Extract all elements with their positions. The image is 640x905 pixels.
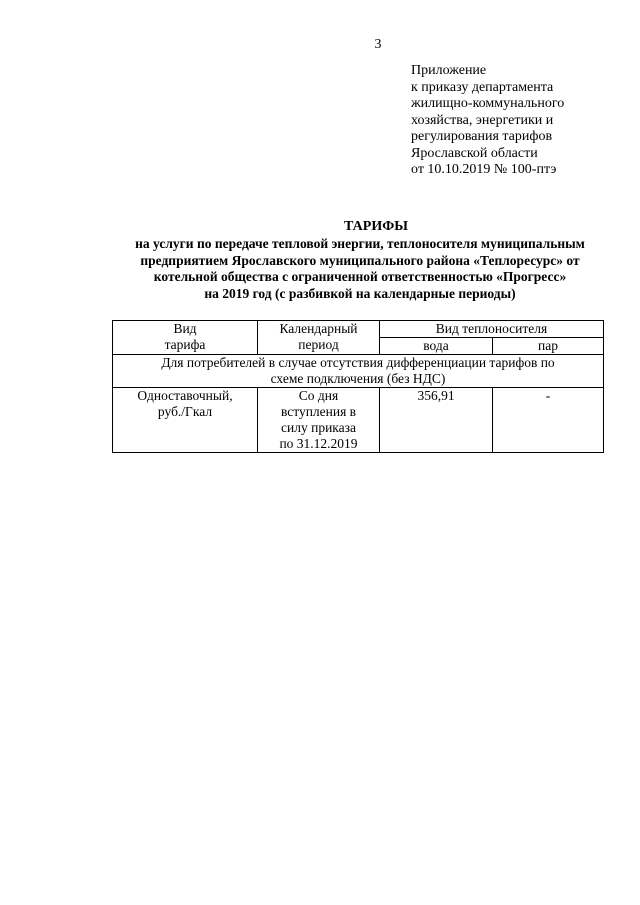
header-steam: пар: [493, 338, 604, 355]
page-number: 3: [374, 37, 382, 52]
appendix-line: к приказу департамента: [411, 79, 554, 95]
header-tariff-type: Вид тарифа: [113, 321, 258, 355]
cell-water-value: 356,91: [380, 388, 493, 453]
header-carrier: Вид теплоносителя: [380, 321, 604, 338]
subtitle-line: на 2019 год (с разбивкой на календарные периоды): [204, 285, 516, 301]
appendix-block: [411, 63, 626, 179]
appendix-line: Приложение: [411, 63, 487, 78]
appendix-line: регулирования тарифов: [411, 129, 553, 144]
appendix-line: Ярославской области: [411, 145, 538, 161]
cell-steam-value: -: [493, 388, 604, 453]
appendix-line: от 10.10.2019 № 100-птэ: [411, 162, 557, 177]
document-subtitle: [96, 236, 624, 302]
header-period: Календарный период: [258, 321, 380, 355]
subtitle-line: предприятием Ярославского муниципального района «Теплоресурс» от: [140, 252, 580, 268]
table-row: [113, 388, 604, 453]
cell-period: Со дня вступления в силу приказа по 31.12.2019: [258, 388, 380, 453]
header-water: вода: [380, 338, 493, 355]
subtitle-line: котельной общества с ограниченной ответственностью «Прогресс»: [153, 269, 567, 284]
cell-tariff-type: Одноставочный, руб./Гкал: [113, 388, 258, 453]
appendix-line: жилищно-коммунального: [411, 96, 565, 111]
subtitle-line: на услуги по передаче тепловой энергии, теплоносителя муниципальным: [135, 236, 585, 251]
document-title: ТАРИФЫ: [344, 219, 408, 234]
tariffs-table: [112, 320, 604, 453]
section-row: Для потребителей в случае отсутствия дифференциации тарифов по схеме подключения (без НДС): [113, 355, 604, 388]
appendix-line: хозяйства, энергетики и: [411, 112, 554, 128]
